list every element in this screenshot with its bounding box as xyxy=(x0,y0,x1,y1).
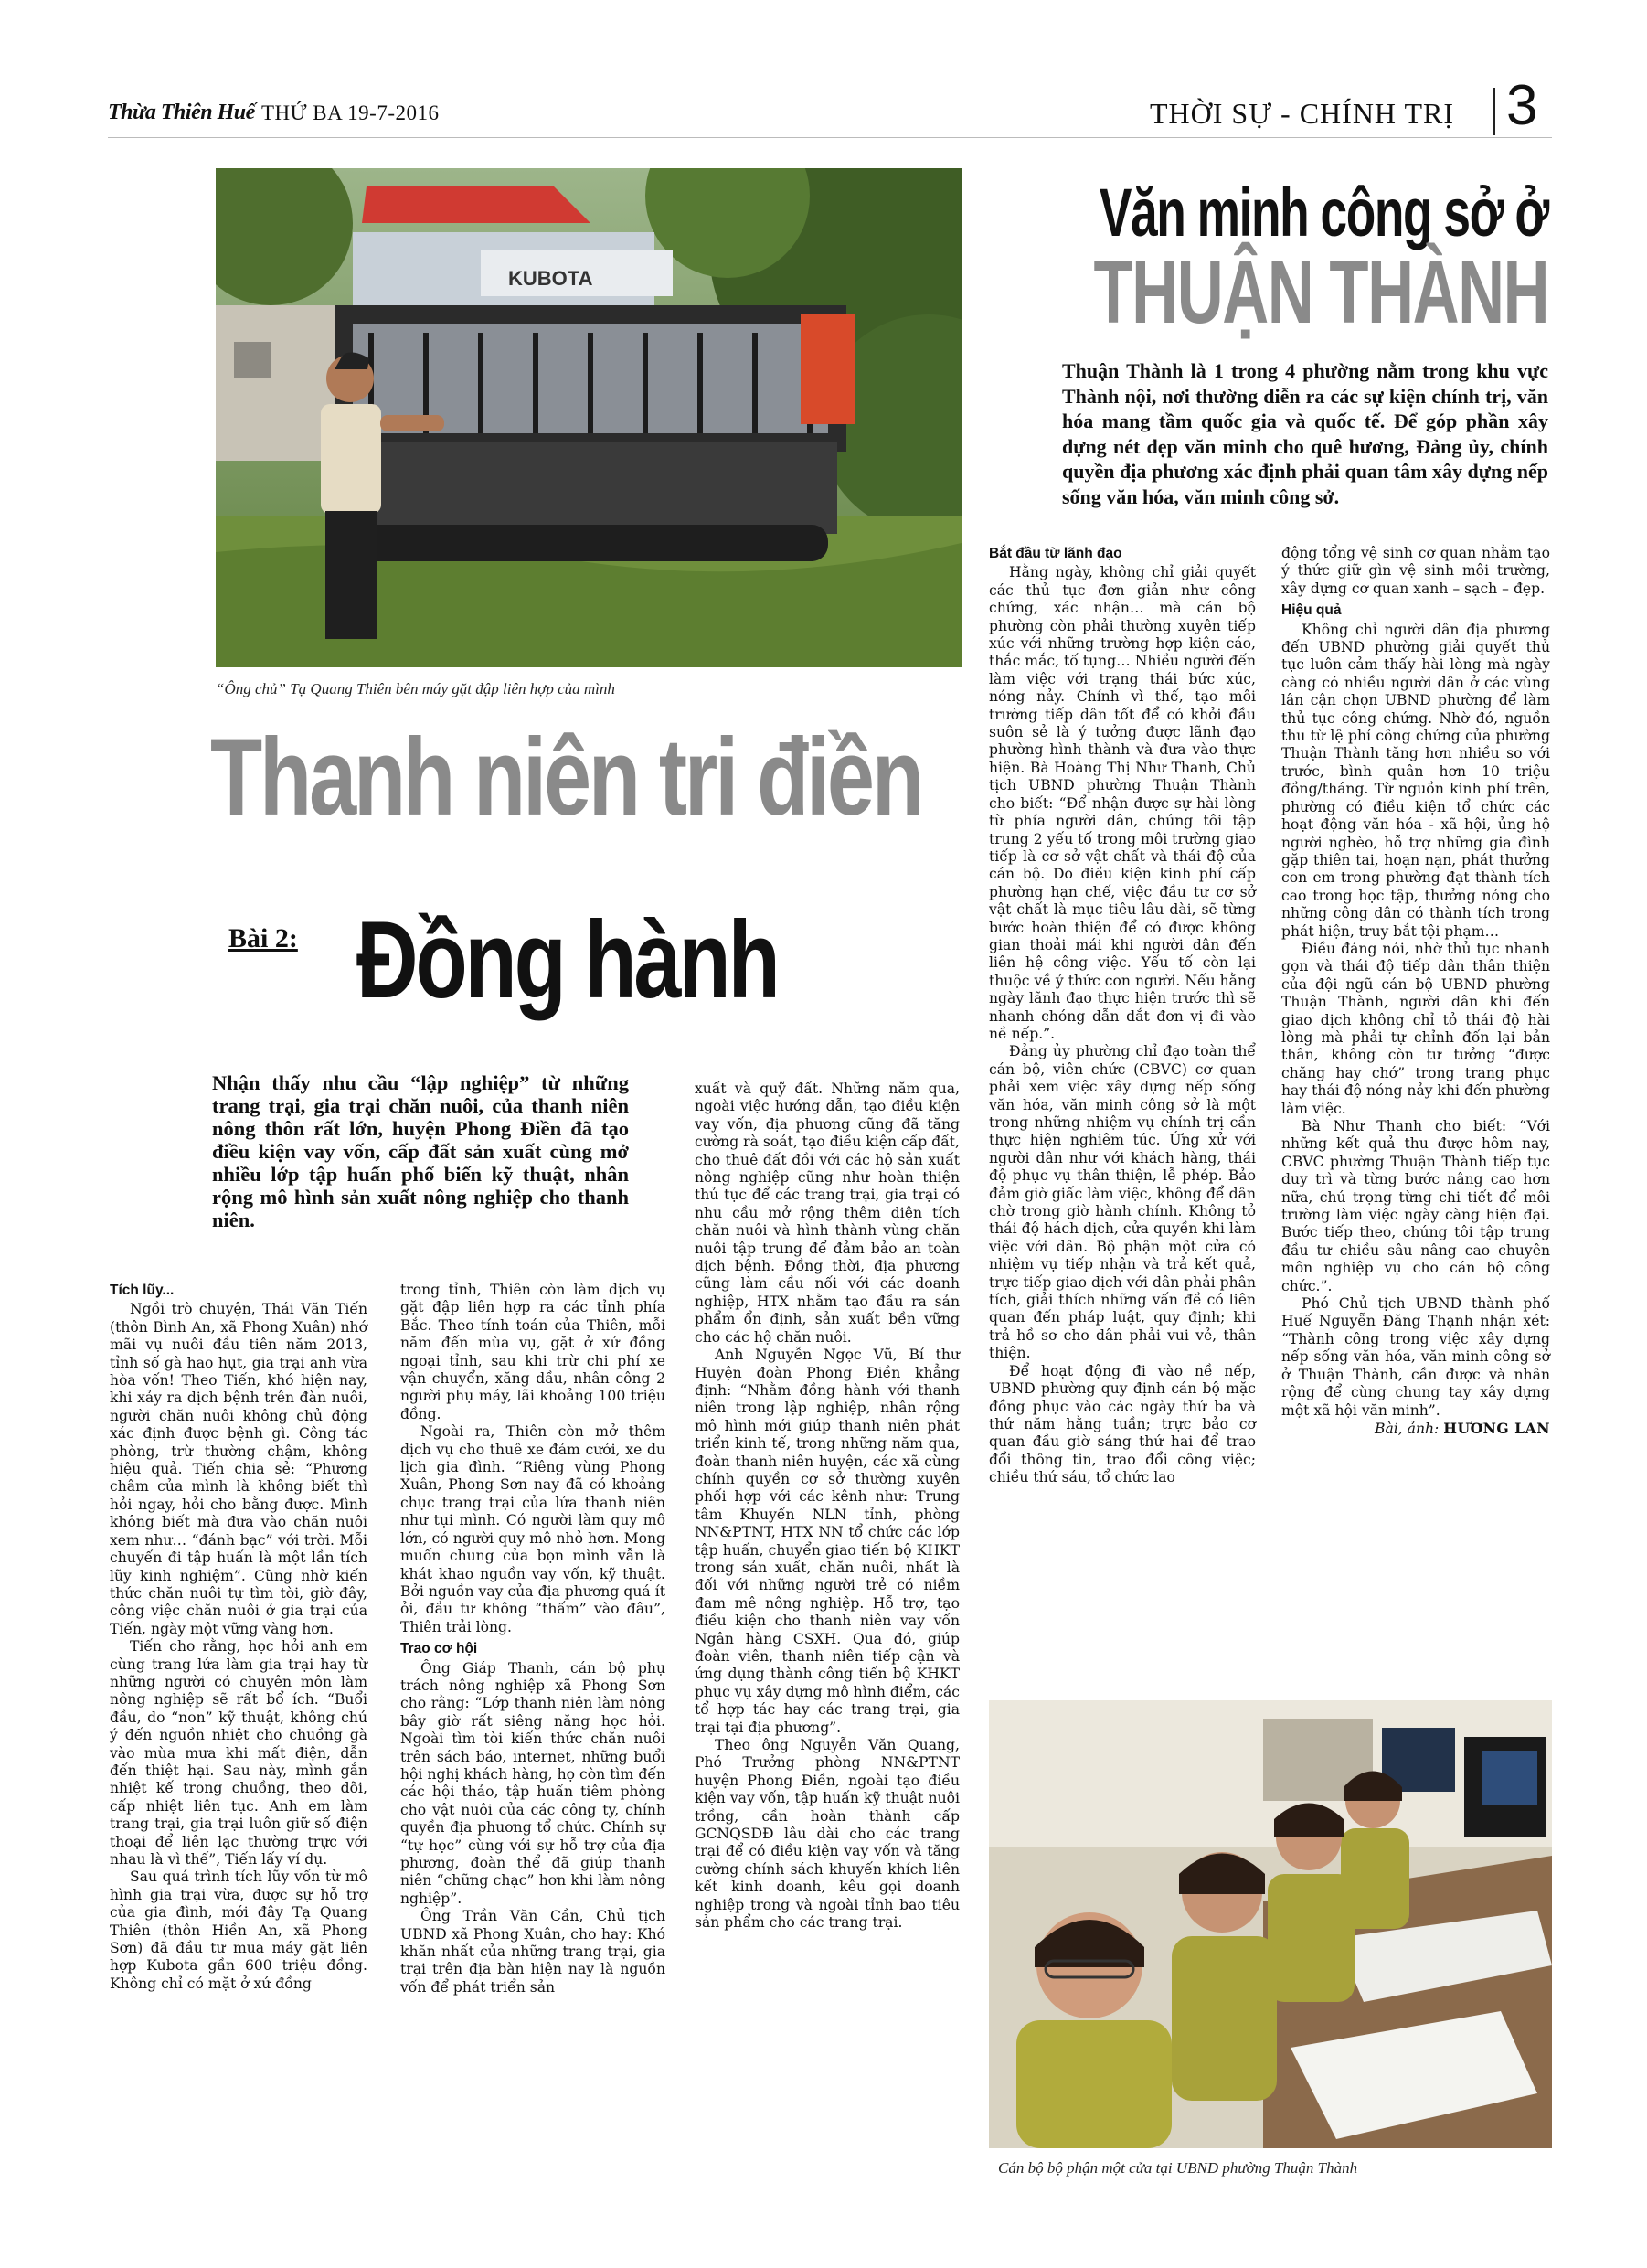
issue-date: THỨ BA 19-7-2016 xyxy=(261,101,440,124)
paragraph: Ông Trần Văn Cần, Chủ tịch UBND xã Phong Xuân, cho hay: Khó khăn nhất của những trang trại, gia trại trên địa bàn hiện nay là nguồn vốn để phát triển sản xyxy=(400,1908,665,1996)
paragraph: Điều đáng nói, nhờ thủ tục nhanh gọn và thái độ tiếp dân thân thiện của đội ngũ cán bộ UBND phường Thuận Thành, người dân khi đến giao dịch không chỉ tỏ thái độ hài lòng mà phải tự chỉnh đốn lại bản thân, không còn tư tưởng “được chăng hay chớ” trong trang phục hay thái độ nóng nảy khi đến phường làm việc. xyxy=(1281,940,1550,1117)
article1-column-3 xyxy=(695,1081,960,1933)
paragraph: Phó Chủ tịch UBND thành phố Huế Nguyễn Đăng Thạnh nhận xét: “Thành công trong việc xây dựng nếp sống văn hóa, văn minh công sở ở Thuận Thành, cần được và nhân rộng để cùng chung tay xây dựng một xã hội văn minh”. xyxy=(1281,1295,1550,1419)
paragraph: Theo ông Nguyễn Văn Quang, Phó Trưởng phòng NN&PTNT huyện Phong Điền, ngoài tạo điều kiện vay vốn, tập huấn kỹ thuật nuôi trồng, cần hoàn thành cấp GCNQSDĐ lâu dài cho các trang trại để có điều kiện vay vốn và tăng cường chính sách khuyến khích liên kết kinh doanh, kêu gọi doanh nghiệp trong và ngoài tỉnh bao tiêu sản phẩm cho các trang trại. xyxy=(695,1737,960,1932)
header-rule xyxy=(108,137,1552,138)
paragraph: động tổng vệ sinh cơ quan nhằm tạo ý thức giữ gìn vệ sinh môi trường, xây dựng cơ quan xanh – sạch – đẹp. xyxy=(1281,545,1550,597)
page-number: 3 xyxy=(1506,74,1538,137)
office-staff-photo xyxy=(989,1700,1552,2148)
machine-brand: KUBOTA xyxy=(508,267,593,290)
article2-column-2 xyxy=(1281,545,1550,1438)
article1-column-1 xyxy=(110,1282,367,1993)
paragraph: Anh Nguyễn Ngọc Vũ, Bí thư Huyện đoàn Phong Điền khẳng định: “Nhằm đồng hành với thanh niên trong lập nghiệp, nhân rộng mô hình mới giúp thanh niên phát triển kinh tế, trong những năm qua, đoàn thanh niên huyện, các xã cùng chính quyền cơ sở thường xuyên phối hợp với các kênh như: Trung tâm Khuyến NLN tỉnh, phòng NN&PTNT, HTX NN tổ chức các lớp tập huấn, chuyển giao tiến bộ KHKT trong sản xuất, chăn nuôi, nhất là đối với những người trẻ có niềm đam mê nông nghiệp. Hỗ trợ, tạo điều kiện cho thanh niên vay vốn Ngân hàng CSXH. Qua đó, giúp đoàn viên, thanh niên tiếp cận và ứng dụng thành công tiến bộ KHKT phục vụ xây dựng mô hình điểm, các tổ hợp tác hay các trang trại, gia trại tại địa phương”. xyxy=(695,1347,960,1736)
paragraph: Bà Như Thanh cho biết: “Với những kết quả thu được hôm nay, CBVC phường Thuận Thành tiếp tục duy trì và từng bước nâng cao hơn nữa, chú trọng từng chi tiết để môi trường làm việc ngày càng hiện đại. Bước tiếp theo, chúng tôi tập trung đầu tư chiều sâu nâng cao chuyên môn nghiệp vụ cho cán bộ công chức.”. xyxy=(1281,1118,1550,1294)
paragraph: Sau quá trình tích lũy vốn từ mô hình gia trại vừa, được sự hỗ trợ của gia đình, mới đây Tạ Quang Thiên (thôn Hiền An, xã Phong Sơn) đã đầu tư mua máy gặt liên hợp Kubota gần 600 triệu đồng. Không chỉ có mặt ở xứ đồng xyxy=(110,1869,367,1992)
paragraph: Ông Giáp Thanh, cán bộ phụ trách nông nghiệp xã Phong Sơn cho rằng: “Lớp thanh niên làm nông bây giờ rất siêng năng học hỏi. Ngoài tìm tòi kiến thức chăn nuôi trên sách báo, internet, những buổi hội nghị khách hàng, họ còn tìm đến các hội thảo, tập huấn tiêm phòng cho vật nuôi của các công ty, chính quyền địa phương tổ chức. Chính sự “tự học” cùng với sự hỗ trợ của địa phương, đoàn thể đã giúp thanh niên “chững chạc” hơn khi làm nông nghiệp”. xyxy=(400,1659,665,1907)
paragraph: Tiến cho rằng, học hỏi anh em cùng trang lứa làm gia trại hay từ những người có chuyên môn làm nông nghiệp sẽ rất bổ ích. “Buổi đầu, do “non” kỹ thuật, không chú ý đến nguồn nhiệt cho chuồng gà vào mùa mưa khi mất điện, dẫn đến thiệt hại. Sau này, mình gắn nhiệt kế trong chuồng, theo dõi, cấp nhiệt liên tục. Anh em làm trang trại, gia trại luôn giữ số điện thoại để liên lạc thường trực với nhau là vì thế”, Tiến lấy ví dụ. xyxy=(110,1638,367,1868)
kicker-headline: Thanh niên tri điền xyxy=(210,716,921,838)
header-divider xyxy=(1493,88,1495,135)
article1-column-2 xyxy=(400,1282,665,1996)
subheading: Hiệu quả xyxy=(1281,602,1342,619)
article2-column-1 xyxy=(989,545,1256,1487)
article2-title-line2-wrap xyxy=(987,241,1548,347)
paragraph: trong tỉnh, Thiên còn làm dịch vụ gặt đập liên hợp ra các tỉnh phía Bắc. Theo tính toán của Thiên, mỗi năm đến mùa vụ, gặt ở xứ đồng ngoại tỉnh, sau khi trừ chi phí xe vận chuyển, xăng dầu, nhân công 2 người phụ máy, lãi khoảng 100 triệu đồng. xyxy=(400,1282,665,1422)
subheading: Tích lũy... xyxy=(110,1283,175,1298)
byline-prefix: Bài, ảnh: xyxy=(1375,1420,1440,1437)
paragraph: Hằng ngày, không chỉ giải quyết các thủ tục đơn giản như công chứng, xác nhận… mà cán bộ phường còn phải thường xuyên tiếp xúc với những trường hợp kiện cáo, thắc mắc, tố tụng… Nhiều người đến làm việc với trạng thái bức xúc, nóng nảy. Chính vì thế, tạo môi trường tiếp dân tốt để có khởi đầu suôn sẻ là ý tưởng được lãnh đạo phường hình thành và đưa vào thực hiện. Bà Hoàng Thị Như Thanh, Chủ tịch UBND phường Thuận Thành cho biết: “Để nhận được sự hài lòng từ phía người dân, chúng tôi tập trung 2 yếu tố trong môi trường giao tiếp là cơ sở vật chất và thái độ của cán bộ. Do điều kiện kinh phí cấp phường hạn chế, việc đầu tư cơ sở vật chất là mục tiêu lâu dài, sẽ từng bước hoàn thiện để có được không gian thoải mái khi người dân đến liên hệ công việc. Yếu tố còn lại thuộc về ý thức con người. Nếu hằng ngày lãnh đạo thực hiện trước thì sẽ nhanh chóng dẫn dắt đơn vị đi vào nề nếp.”. xyxy=(989,564,1256,1042)
section-title: THỜI SỰ - CHÍNH TRỊ xyxy=(1150,97,1454,130)
byline xyxy=(1281,1420,1550,1438)
newspaper-name: Thừa Thiên Huế xyxy=(108,101,255,124)
harvester-photo xyxy=(216,168,962,667)
harvester-photo-caption: “Ông chủ” Tạ Quang Thiên bên máy gặt đập liên hợp của mình xyxy=(216,680,615,697)
article2-sapo: Thuận Thành là 1 trong 4 phường nằm trong khu vực Thành nội, nơi thường diễn ra các sự kiện chính trị, văn hóa mang tầm quốc gia và quốc tế. Để góp phần xây dựng nét đẹp văn minh cho quê hương, Đảng ủy, chính quyền địa phương xác định phải quan tâm xây dựng nếp sống văn hóa, văn minh công sở. xyxy=(1062,359,1548,508)
paragraph: Đảng ủy phường chỉ đạo toàn thể cán bộ, viên chức (CBVC) cơ quan phải xem việc xây dựng nếp sống văn hóa, văn minh công sở là một trong những nhiệm vụ chính trị cần thực hiện nghiêm túc. Ứng xử với người dân như với khách hàng, thái độ phục vụ thân thiện, lễ phép. Bảo đảm giờ giấc làm việc, không để dân chờ trong giờ hành chính. Không tỏ thái độ hách dịch, cửa quyền khi làm việc với dân. Bộ phận một cửa có nhiệm vụ tiếp nhận và trả kết quả, trực tiếp giao dịch với dân phải phân tích, giải thích những vấn đề có liên quan đến pháp luật, quy định; khi trả hồ sơ cho dân phải vui vẻ, thân thiện. xyxy=(989,1043,1256,1362)
article1-sapo: Nhận thấy nhu cầu “lập nghiệp” từ những trang trại, gia trại chăn nuôi, của thanh niên nông thôn rất lớn, huyện Phong Điền đã tạo điều kiện vay vốn, cấp đất sản xuất cùng mở nhiều lớp tập huấn phổ biến kỹ thuật, nhân rộng mô hình sản xuất nông nghiệp cho thanh niên. xyxy=(212,1071,629,1231)
article2-title-line1: Văn minh công sở ở xyxy=(1100,175,1548,250)
paragraph: Ngoài ra, Thiên còn mở thêm dịch vụ cho thuê xe đám cưới, xe du lịch gia đình. “Riêng vùng Phong Xuân, Phong Sơn nay đã có khoảng chục trang trại của lứa thanh niên như tụi mình. Có người làm quy mô lớn, có người quy mô nhỏ hơn. Mong muốn chung của bọn mình vẫn là khát khao nguồn vay vốn, kỹ thuật. Bởi nguồn vay của địa phương quá ít ỏi, đầu tư không “thấm” vào đâu”, Thiên trải lòng. xyxy=(400,1423,665,1635)
paragraph: xuất và quỹ đất. Những năm qua, ngoài việc hướng dẫn, tạo điều kiện vay vốn, địa phương cũng đã tăng cường rà soát, tạo điều kiện cấp đất, cho thuê đất đồi với các hộ sản xuất nông nghiệp cũng như hoàn thiện thủ tục để các trang trại, gia trại có nhu cầu mở rộng thêm diện tích chăn nuôi và hình thành vùng chăn nuôi tập trung để đảm bảo an toàn dịch bệnh. Đồng thời, địa phương cũng làm cầu nối với các doanh nghiệp, HTX nhằm tạo đầu ra sản phẩm ổn định, sản xuất bền vững cho các hộ chăn nuôi. xyxy=(695,1081,960,1346)
subheading: Trao cơ hội xyxy=(400,1641,478,1657)
office-staff-photo-caption: Cán bộ bộ phận một cửa tại UBND phường Thuận Thành xyxy=(998,2159,1358,2177)
byline-author: HƯƠNG LAN xyxy=(1443,1419,1550,1437)
main-headline: Đồng hành xyxy=(356,899,778,1021)
subheading: Bắt đầu từ lãnh đạo xyxy=(989,546,1122,561)
paragraph: Không chỉ người dân địa phương đến UBND phường giải quyết thủ tục luôn cảm thấy hài lòng mà ngày càng có nhiều người dân ở các vùng lân cận chọn UBND phường để làm thủ tục công chứng. Nhờ đó, nguồn thu từ lệ phí công chứng của phường Thuận Thành tăng hơn nhiều so với trước, bình quân hơn 10 triệu đồng/tháng. Từ nguồn kinh phí trên, phường có điều kiện tổ chức các hoạt động văn hóa - xã hội, ủng hộ người nghèo, hỗ trợ những gia đình gặp thiên tai, hoạn nạn, phát thưởng con em trong phường đạt thành tích cao trong học tập, thưởng nóng cho những công dân có thành tích trong phát hiện, truy bắt tội phạm… xyxy=(1281,621,1550,940)
paragraph: Ngồi trò chuyện, Thái Văn Tiến (thôn Bình An, xã Phong Xuân) nhớ mãi vụ nuôi đầu tiên năm 2013, tỉnh số gà hao hụt, gia trại anh vừa hòa vốn! Theo Tiến, khó hiện nay, khi xảy ra dịch bệnh trên đàn nuôi, người chăn nuôi không chủ động xác định được bệnh gì. Công tác phòng, trừ thường chậm, không hiệu quả. Tiến chia sẻ: “Phương châm của mình là không biết thì hỏi ngay, hỏi cho bằng được. Mình không biết mà đưa vào chăn nuôi xem như… “đánh bạc” với trời. Mỗi chuyến đi tập huấn là một lần tích lũy kinh nghiệm”. Cũng nhờ kiến thức chăn nuôi tự tìm tòi, giờ đây, công việc chăn nuôi ở gia trại của Tiến, ngày một vững vàng hơn. xyxy=(110,1301,367,1637)
article2-title-line2: THUẬN THÀNH xyxy=(1093,241,1548,342)
series-label: Bài 2: xyxy=(228,923,298,953)
paragraph: Để hoạt động đi vào nề nếp, UBND phường quy định cán bộ mặc đồng phục vào các ngày thứ ba và thứ năm hằng tuần; trực bảo cơ quan đầu giờ sáng thứ hai để trao đổi thông tin, trao đổi công việc; chiều thứ sáu, tổ chức lao xyxy=(989,1362,1256,1486)
